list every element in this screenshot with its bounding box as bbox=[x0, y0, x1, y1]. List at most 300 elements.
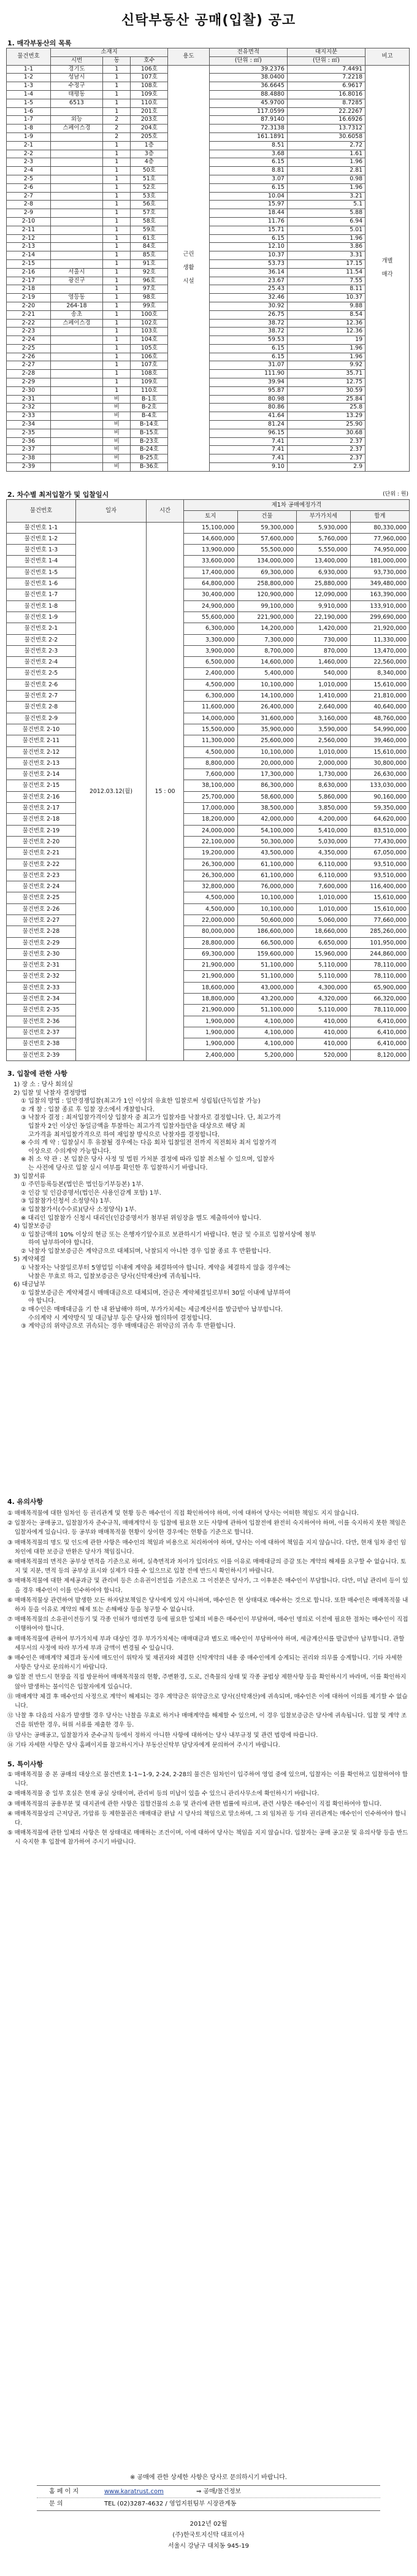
col-time: 시간 bbox=[147, 500, 184, 523]
loc-dong: 1 bbox=[103, 344, 131, 353]
table-row bbox=[7, 567, 410, 578]
property-list-table bbox=[6, 48, 410, 472]
area-land: 25.84 bbox=[287, 395, 365, 404]
loc-dong: 1 bbox=[103, 99, 131, 107]
loc-city bbox=[50, 192, 102, 201]
area-land: 7.2218 bbox=[287, 74, 365, 82]
contact-label: 문 의 bbox=[49, 2501, 63, 2507]
loc-city bbox=[50, 183, 102, 192]
item-no: 물건번호 2-28 bbox=[7, 926, 76, 937]
loc-dong: 1 bbox=[103, 353, 131, 361]
price-total: 116,400,000 bbox=[350, 881, 409, 892]
item-no: 1-1 bbox=[7, 65, 51, 74]
price-vat: 1,730,000 bbox=[296, 769, 350, 780]
loc-dong: 1 bbox=[103, 234, 131, 243]
col-area-ex-unit: (단위 : ㎡) bbox=[209, 56, 287, 65]
area-exclusive: 9.10 bbox=[209, 463, 287, 472]
notice-date: 2012년 02월 bbox=[189, 2521, 228, 2528]
area-exclusive: 8.81 bbox=[209, 167, 287, 175]
item-no: 물건번호 2-30 bbox=[7, 948, 76, 959]
table-row bbox=[7, 1016, 410, 1027]
price-vat: 410,000 bbox=[296, 1038, 350, 1049]
item-no: 2-11 bbox=[7, 226, 51, 234]
loc-ho: B-14호 bbox=[131, 421, 168, 429]
table-row bbox=[7, 914, 410, 926]
item-no: 물건번호 2-21 bbox=[7, 848, 76, 859]
col-use: 용도 bbox=[168, 48, 209, 66]
loc-city bbox=[50, 141, 102, 150]
price-bldg: 51,100,000 bbox=[237, 1005, 296, 1016]
price-total: 64,620,000 bbox=[350, 814, 409, 825]
table-row bbox=[7, 1049, 410, 1060]
loc-dong: 1 bbox=[103, 378, 131, 387]
price-land: 21,900,000 bbox=[184, 1005, 238, 1016]
price-land: 17,000,000 bbox=[184, 803, 238, 814]
price-total: 39,460,000 bbox=[350, 735, 409, 746]
terms-line: ④ 입찰참가서(수수료)(당사 소정양식) 1부. bbox=[21, 1206, 137, 1213]
item-no: 2-25 bbox=[7, 344, 51, 353]
area-land: 5.01 bbox=[287, 226, 365, 234]
area-exclusive: 117.0599 bbox=[209, 107, 287, 116]
item-no: 물건번호 2-2 bbox=[7, 634, 76, 645]
price-bldg: 31,600,000 bbox=[237, 713, 296, 724]
area-land: 19 bbox=[287, 336, 365, 345]
note-cell: 개별매각 bbox=[365, 65, 410, 471]
item-no: 물건번호 2-15 bbox=[7, 780, 76, 791]
item-no: 2-24 bbox=[7, 336, 51, 345]
price-vat: 15,960,000 bbox=[296, 948, 350, 959]
loc-ho: B-4호 bbox=[131, 412, 168, 421]
price-land: 38,100,000 bbox=[184, 780, 238, 791]
price-bldg: 61,100,000 bbox=[237, 859, 296, 870]
terms-line: ※ 수의 계 약 : 입찰실시 후 유찰될 경우에는 다음 회차 입찰일전 전까지 직전회차 최저 입찰가격 bbox=[21, 1140, 277, 1147]
table-row bbox=[7, 724, 410, 735]
loc-ho: B-23호 bbox=[131, 437, 168, 446]
area-exclusive: 6.15 bbox=[209, 344, 287, 353]
loc-city bbox=[50, 370, 102, 378]
table-row bbox=[7, 1027, 410, 1038]
caution-item: ① 매매목적물에 대한 임차인 등 권리관계 및 현황 등은 매수인이 직접 확인하여야 하며, 이에 대하여 당사는 어떠한 책임도 지지 않습니다. bbox=[7, 1510, 359, 1517]
caution-item: ⑩ 입찰 전 반드시 현장을 직접 방문하여 매매목적물의 현황, 주변환경, 도로, 건축물의 상태 및 각종 공법상 제한사항 등을 확인하시기 바라며, 이를 확인하지 않아 발생하는 불이익은 입찰자에게 있습니다. bbox=[7, 1674, 407, 1690]
col-area-land-unit: (단위 : ㎡) bbox=[287, 56, 365, 65]
price-total: 78,110,000 bbox=[350, 971, 409, 982]
col-vat: 부가가치세 bbox=[296, 511, 350, 522]
price-bldg: 159,600,000 bbox=[237, 948, 296, 959]
area-land: 5.1 bbox=[287, 201, 365, 209]
bidding-terms bbox=[7, 1081, 409, 1331]
price-bldg: 43,500,000 bbox=[237, 848, 296, 859]
area-exclusive: 161.1891 bbox=[209, 132, 287, 141]
item-no: 2-35 bbox=[7, 429, 51, 437]
price-vat: 1,460,000 bbox=[296, 657, 350, 668]
price-vat: 540,000 bbox=[296, 668, 350, 679]
price-bldg: 120,900,000 bbox=[237, 589, 296, 600]
loc-ho: 106호 bbox=[131, 65, 168, 74]
price-bldg: 26,400,000 bbox=[237, 702, 296, 713]
loc-dong: 1 bbox=[103, 150, 131, 158]
price-total: 8,340,000 bbox=[350, 668, 409, 679]
area-land: 1.61 bbox=[287, 150, 365, 158]
loc-city: 영등동 bbox=[50, 294, 102, 302]
area-land: 7.55 bbox=[287, 277, 365, 285]
loc-dong: 1 bbox=[103, 251, 131, 260]
item-no: 물건번호 2-16 bbox=[7, 791, 76, 802]
col-item-no: 물건번호 bbox=[7, 48, 51, 66]
col-loc-city: 시번 bbox=[50, 56, 102, 65]
loc-city: 외능 bbox=[50, 116, 102, 125]
loc-ho: 103호 bbox=[131, 328, 168, 336]
table-row bbox=[7, 611, 410, 623]
loc-city bbox=[50, 107, 102, 116]
price-vat: 4,320,000 bbox=[296, 994, 350, 1005]
price-total: 8,120,000 bbox=[350, 1049, 409, 1060]
loc-city bbox=[50, 158, 102, 167]
area-exclusive: 6.15 bbox=[209, 234, 287, 243]
loc-ho: 91호 bbox=[131, 259, 168, 268]
company-address: 서울시 강남구 대치동 945-19 bbox=[168, 2543, 249, 2550]
price-vat: 12,090,000 bbox=[296, 589, 350, 600]
area-exclusive: 15.71 bbox=[209, 226, 287, 234]
price-vat: 6,110,000 bbox=[296, 870, 350, 881]
table-row bbox=[7, 65, 410, 74]
item-no: 2-13 bbox=[7, 243, 51, 251]
area-exclusive: 41.64 bbox=[209, 412, 287, 421]
loc-city: 스페이스경 bbox=[50, 319, 102, 328]
area-land: 8.54 bbox=[287, 310, 365, 319]
item-no: 2-31 bbox=[7, 395, 51, 404]
table-row bbox=[7, 982, 410, 993]
terms-line: 6) 대금납부 bbox=[13, 1281, 46, 1289]
col-land: 토지 bbox=[184, 511, 238, 522]
price-bldg: 4,100,000 bbox=[237, 1027, 296, 1038]
table-row bbox=[7, 892, 410, 903]
loc-ho: 59호 bbox=[131, 226, 168, 234]
price-total: 285,260,000 bbox=[350, 926, 409, 937]
area-exclusive: 3.07 bbox=[209, 175, 287, 183]
area-exclusive: 30.92 bbox=[209, 302, 287, 310]
price-land: 1,900,000 bbox=[184, 1038, 238, 1049]
loc-ho: B-1호 bbox=[131, 395, 168, 404]
price-total: 93,510,000 bbox=[350, 870, 409, 881]
loc-city bbox=[50, 328, 102, 336]
table-row bbox=[7, 960, 410, 971]
price-bldg: 59,300,000 bbox=[237, 522, 296, 533]
price-bldg: 51,100,000 bbox=[237, 960, 296, 971]
price-bldg: 10,100,000 bbox=[237, 903, 296, 914]
loc-ho: 204호 bbox=[131, 125, 168, 133]
loc-city bbox=[50, 132, 102, 141]
loc-ho: 110호 bbox=[131, 386, 168, 395]
loc-dong: 1 bbox=[103, 243, 131, 251]
terms-line: 1) 장 소 : 당사 회의실 bbox=[13, 1081, 74, 1088]
loc-ho: 58호 bbox=[131, 217, 168, 226]
table-row bbox=[7, 780, 410, 791]
caution-item: ⑤ 매매목적물에 대한 제세공과금 및 관리비 등은 소유권이전일을 기준으로 그 이전분은 당사가, 그 이후분은 매수인이 부담합니다. 다만, 미납 관리비 등이 있을 경우 매수인이 이를 인수하여야 합니다. bbox=[7, 1577, 408, 1594]
loc-dong: 비 bbox=[103, 404, 131, 412]
price-total: 15,610,000 bbox=[350, 903, 409, 914]
table-row bbox=[7, 836, 410, 847]
item-no: 물건번호 1-1 bbox=[7, 522, 76, 533]
price-vat: 2,640,000 bbox=[296, 702, 350, 713]
item-no: 물건번호 1-5 bbox=[7, 567, 76, 578]
item-no: 2-26 bbox=[7, 353, 51, 361]
area-land: 13.29 bbox=[287, 412, 365, 421]
area-exclusive: 72.3138 bbox=[209, 125, 287, 133]
item-no: 물건번호 2-27 bbox=[7, 914, 76, 926]
price-total: 13,470,000 bbox=[350, 645, 409, 656]
loc-ho: 100호 bbox=[131, 310, 168, 319]
item-no: 2-30 bbox=[7, 386, 51, 395]
loc-dong: 비 bbox=[103, 395, 131, 404]
item-no: 2-39 bbox=[7, 463, 51, 472]
table-row bbox=[7, 971, 410, 982]
area-exclusive: 31.07 bbox=[209, 361, 287, 370]
price-vat: 5,110,000 bbox=[296, 960, 350, 971]
item-no: 물건번호 2-33 bbox=[7, 982, 76, 993]
item-no: 물건번호 2-4 bbox=[7, 657, 76, 668]
area-land: 25.90 bbox=[287, 421, 365, 429]
loc-ho: 4층 bbox=[131, 158, 168, 167]
table-row bbox=[7, 679, 410, 690]
item-no: 2-23 bbox=[7, 328, 51, 336]
area-exclusive: 88.4880 bbox=[209, 90, 287, 99]
price-bldg: 10,100,000 bbox=[237, 746, 296, 757]
col-area-land: 대지지분 bbox=[287, 48, 365, 57]
special-item: ③ 매매목적물의 공용부분 및 대지권에 관한 사항은 집합건물의 소유 및 관리에 관한 법률에 따르며, 관련 사항은 매수인이 직접 확인하여야 합니다. bbox=[7, 1800, 382, 1807]
table-row bbox=[7, 556, 410, 567]
loc-ho: 108호 bbox=[131, 82, 168, 91]
price-land: 14,600,000 bbox=[184, 533, 238, 544]
item-no: 물건번호 1-9 bbox=[7, 611, 76, 623]
area-land: 7.4491 bbox=[287, 65, 365, 74]
footer-notice: ※ 공매에 관한 상세한 사항은 당사로 문의하시기 바랍니다. bbox=[130, 2474, 287, 2481]
loc-dong: 1 bbox=[103, 82, 131, 91]
price-total: 21,810,000 bbox=[350, 691, 409, 702]
terms-line: ② 낙찰자 입찰보증금은 계약금으로 대체되며, 낙찰되지 아니한 경우 입찰 종료 후 반환합니다. bbox=[21, 1248, 271, 1255]
table-row bbox=[7, 702, 410, 713]
area-land: 10.37 bbox=[287, 294, 365, 302]
section5-heading: 5. 특이사항 bbox=[7, 1760, 44, 1768]
area-exclusive: 12.10 bbox=[209, 243, 287, 251]
area-land: 16.6926 bbox=[287, 116, 365, 125]
price-bldg: 4,100,000 bbox=[237, 1016, 296, 1027]
price-bldg: 43,000,000 bbox=[237, 982, 296, 993]
caution-item: ③ 매매목적물의 명도 및 인도에 관한 사항은 매수인의 책임과 비용으로 처리하여야 하며, 당사는 이에 대하여 책임을 지지 않습니다. 다만, 현재 임차 중인 임차인에 대한 보증금 반환은 당사가 책임집니다. bbox=[7, 1539, 407, 1555]
loc-city bbox=[50, 454, 102, 463]
area-exclusive: 39.2376 bbox=[209, 65, 287, 74]
loc-dong: 1 bbox=[103, 319, 131, 328]
loc-dong: 1 bbox=[103, 277, 131, 285]
price-vat: 1,010,000 bbox=[296, 892, 350, 903]
loc-city bbox=[50, 353, 102, 361]
cautions-list bbox=[7, 1509, 409, 1750]
area-exclusive: 36.6645 bbox=[209, 82, 287, 91]
price-total: 244,860,000 bbox=[350, 948, 409, 959]
loc-dong: 2 bbox=[103, 116, 131, 125]
loc-dong: 1 bbox=[103, 386, 131, 395]
item-no: 2-34 bbox=[7, 421, 51, 429]
item-no: 물건번호 2-34 bbox=[7, 994, 76, 1005]
area-land: 12.36 bbox=[287, 328, 365, 336]
price-bldg: 57,600,000 bbox=[237, 533, 296, 544]
area-land: 2.81 bbox=[287, 167, 365, 175]
item-no: 2-9 bbox=[7, 209, 51, 218]
price-vat: 5,760,000 bbox=[296, 533, 350, 544]
area-land: 1.96 bbox=[287, 158, 365, 167]
table-row bbox=[7, 881, 410, 892]
homepage-link[interactable]: www.karatrust.com bbox=[104, 2488, 164, 2495]
loc-city: 경기도 bbox=[50, 65, 102, 74]
table-row bbox=[7, 903, 410, 914]
terms-line: 하여 납부하여야 합니다. bbox=[28, 1240, 94, 1247]
loc-city bbox=[50, 209, 102, 218]
loc-dong: 1 bbox=[103, 285, 131, 294]
loc-city bbox=[50, 386, 102, 395]
price-bldg: 134,000,000 bbox=[237, 556, 296, 567]
loc-city bbox=[50, 150, 102, 158]
item-no: 물건번호 2-7 bbox=[7, 691, 76, 702]
loc-ho: 84호 bbox=[131, 243, 168, 251]
area-land: 30.59 bbox=[287, 386, 365, 395]
price-vat: 4,200,000 bbox=[296, 814, 350, 825]
area-land: 2.37 bbox=[287, 446, 365, 454]
item-no: 물건번호 2-23 bbox=[7, 870, 76, 881]
item-no: 2-15 bbox=[7, 259, 51, 268]
price-vat: 410,000 bbox=[296, 1027, 350, 1038]
loc-city bbox=[50, 421, 102, 429]
item-no: 2-18 bbox=[7, 285, 51, 294]
area-land: 2.9 bbox=[287, 463, 365, 472]
col-item-no: 물건번호 bbox=[7, 500, 76, 523]
area-exclusive: 15.97 bbox=[209, 201, 287, 209]
area-land: 2.37 bbox=[287, 437, 365, 446]
price-bldg: 14,600,000 bbox=[237, 657, 296, 668]
table-row bbox=[7, 814, 410, 825]
bid-date: 2012.03.12(월) bbox=[76, 522, 147, 1060]
price-total: 11,330,000 bbox=[350, 634, 409, 645]
table-row bbox=[7, 1038, 410, 1049]
terms-line: 입찰자 2인 이상인 동일금액을 투찰하는 최고가격 입찰자들만을 대상으로 해당 최 bbox=[28, 1122, 245, 1130]
special-item: ② 매매목적물 중 일부 호실은 현재 공실 상태이며, 관리비 등의 미납이 있을 수 있으니 관리사무소에 확인하시기 바랍니다. bbox=[7, 1790, 319, 1798]
price-land: 80,000,000 bbox=[184, 926, 238, 937]
table-row bbox=[7, 848, 410, 859]
terms-line: ② 매수인은 매매대금을 기 한 내 완납해야 하며, 부가가치세는 세금계산서를 발급받아 납부합니다. bbox=[21, 1306, 283, 1314]
area-exclusive: 87.9140 bbox=[209, 116, 287, 125]
price-land: 4,500,000 bbox=[184, 892, 238, 903]
item-no: 물건번호 2-32 bbox=[7, 971, 76, 982]
loc-city bbox=[50, 285, 102, 294]
price-total: 349,480,000 bbox=[350, 578, 409, 589]
item-no: 물건번호 2-19 bbox=[7, 825, 76, 836]
price-total: 163,390,000 bbox=[350, 589, 409, 600]
loc-city bbox=[50, 446, 102, 454]
item-no: 물건번호 2-36 bbox=[7, 1016, 76, 1027]
area-land: 35.71 bbox=[287, 370, 365, 378]
loc-dong: 1 bbox=[103, 336, 131, 345]
loc-dong: 1 bbox=[103, 175, 131, 183]
item-no: 물건번호 2-35 bbox=[7, 1005, 76, 1016]
terms-line: ② 인감 및 인감증명서(법인은 사용인감계 포함) 1부. bbox=[21, 1189, 161, 1197]
area-exclusive: 45.9700 bbox=[209, 99, 287, 107]
loc-ho: 98호 bbox=[131, 294, 168, 302]
loc-dong: 비 bbox=[103, 429, 131, 437]
loc-ho: 50호 bbox=[131, 167, 168, 175]
price-vat: 5,930,000 bbox=[296, 522, 350, 533]
loc-dong: 비 bbox=[103, 412, 131, 421]
price-land: 30,400,000 bbox=[184, 589, 238, 600]
item-no: 물건번호 2-22 bbox=[7, 859, 76, 870]
loc-dong: 1 bbox=[103, 226, 131, 234]
price-bldg: 38,500,000 bbox=[237, 803, 296, 814]
price-land: 6,300,000 bbox=[184, 691, 238, 702]
loc-city: 스페이스경 bbox=[50, 125, 102, 133]
price-land: 6,300,000 bbox=[184, 623, 238, 634]
price-land: 26,300,000 bbox=[184, 870, 238, 881]
loc-ho: 52호 bbox=[131, 183, 168, 192]
loc-city: 264-18 bbox=[50, 302, 102, 310]
price-bldg: 186,600,000 bbox=[237, 926, 296, 937]
area-exclusive: 6.15 bbox=[209, 183, 287, 192]
area-exclusive: 95.87 bbox=[209, 386, 287, 395]
price-vat: 410,000 bbox=[296, 1016, 350, 1027]
terms-line: 2) 입찰 및 낙찰자 결정방법 bbox=[13, 1089, 87, 1097]
price-bldg: 14,200,000 bbox=[237, 623, 296, 634]
terms-line: ① 입찰의 방법 : 일반경쟁입찰(최고가 1인 이상의 유효한 입찰로써 성립됨(단독입찰 가능) bbox=[21, 1098, 261, 1105]
item-no: 물건번호 2-17 bbox=[7, 803, 76, 814]
price-total: 78,110,000 bbox=[350, 1005, 409, 1016]
loc-city: 서울시 bbox=[50, 268, 102, 277]
item-no: 물건번호 2-10 bbox=[7, 724, 76, 735]
item-no: 1-5 bbox=[7, 99, 51, 107]
area-exclusive: 6.15 bbox=[209, 158, 287, 167]
item-no: 2-4 bbox=[7, 167, 51, 175]
price-land: 22,000,000 bbox=[184, 914, 238, 926]
area-land: 6.94 bbox=[287, 217, 365, 226]
price-bldg: 58,600,000 bbox=[237, 791, 296, 802]
area-exclusive: 53.73 bbox=[209, 259, 287, 268]
price-total: 77,960,000 bbox=[350, 533, 409, 544]
price-land: 4,500,000 bbox=[184, 679, 238, 690]
item-no: 물건번호 2-11 bbox=[7, 735, 76, 746]
loc-city bbox=[50, 344, 102, 353]
terms-line: 낙찰은 무효로 하고, 입찰보증금은 당사(신탁재산)에 귀속됩니다. bbox=[28, 1273, 201, 1280]
price-land: 11,300,000 bbox=[184, 735, 238, 746]
price-vat: 13,400,000 bbox=[296, 556, 350, 567]
area-land: 3.31 bbox=[287, 251, 365, 260]
item-no: 물건번호 2-38 bbox=[7, 1038, 76, 1049]
loc-dong: 비 bbox=[103, 437, 131, 446]
loc-dong: 1 bbox=[103, 209, 131, 218]
section3-heading: 3. 입찰에 관한 사항 bbox=[7, 1070, 67, 1078]
price-land: 18,200,000 bbox=[184, 814, 238, 825]
item-no: 1-9 bbox=[7, 132, 51, 141]
special-item: ④ 매매목적물상의 근저당권, 가압류 등 제한물권은 매매대금 완납 시 당사의 책임으로 말소하며, 그 외 임차권 등 기타 권리관계는 매수인이 인수하여야 합니다. bbox=[7, 1810, 407, 1827]
price-vat: 5,860,000 bbox=[296, 791, 350, 802]
table-row bbox=[7, 713, 410, 724]
area-exclusive: 3.68 bbox=[209, 150, 287, 158]
item-no: 2-8 bbox=[7, 201, 51, 209]
item-no: 물건번호 2-3 bbox=[7, 645, 76, 656]
item-no: 물건번호 2-12 bbox=[7, 746, 76, 757]
homepage-extra: ⇒ 공매/물건정보 bbox=[196, 2488, 241, 2495]
caution-item: ⑬ 당사는 공매공고, 입찰참가자 준수규칙 등에서 정하지 아니한 사항에 대하여는 당사 내부규정 및 관련 법령에 따릅니다. bbox=[7, 1731, 318, 1739]
terms-line: ② 개 찰 : 입찰 종료 후 입찰 장소에서 개찰합니다. bbox=[21, 1106, 155, 1113]
price-land: 64,800,000 bbox=[184, 578, 238, 589]
price-total: 67,050,000 bbox=[350, 848, 409, 859]
price-total: 15,610,000 bbox=[350, 746, 409, 757]
loc-dong: 1 bbox=[103, 361, 131, 370]
item-no: 2-33 bbox=[7, 412, 51, 421]
